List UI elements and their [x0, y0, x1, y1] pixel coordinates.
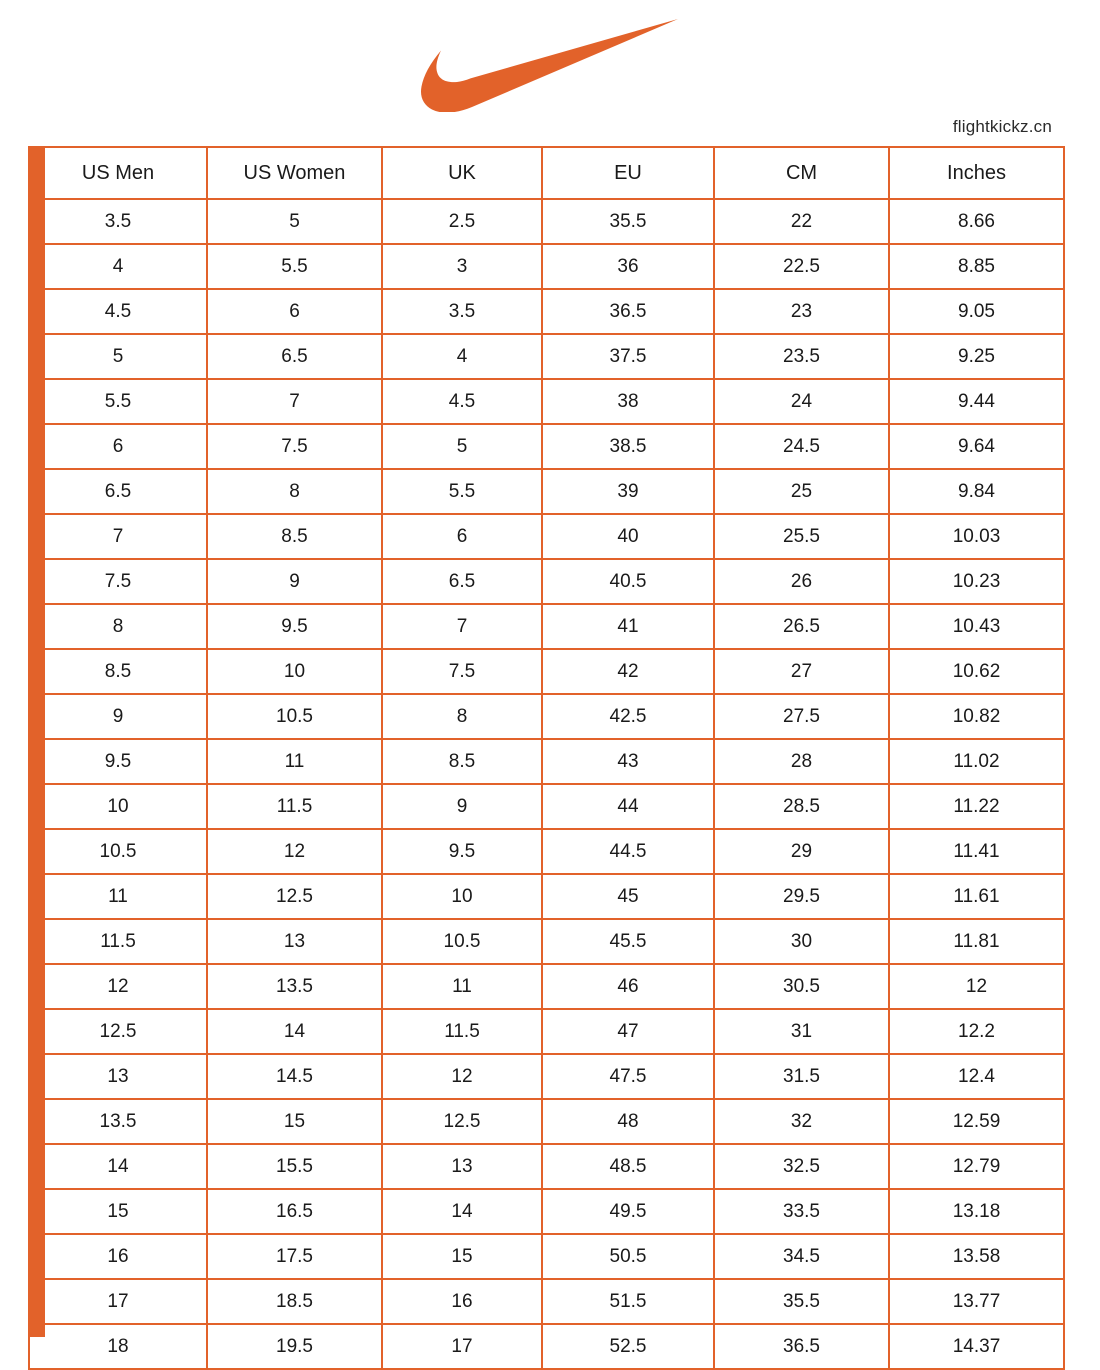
table-row [29, 334, 1064, 379]
cell-cm: 31.5 [714, 1054, 889, 1099]
cell-inches: 12.4 [889, 1054, 1064, 1099]
cell-inches: 12.2 [889, 1009, 1064, 1054]
cell-us-men: 5.5 [29, 379, 207, 424]
cell-uk: 11 [382, 964, 542, 1009]
table-row [29, 1234, 1064, 1279]
cell-eu: 35.5 [542, 199, 714, 244]
cell-uk: 11.5 [382, 1009, 542, 1054]
cell-inches: 10.43 [889, 604, 1064, 649]
cell-inches: 13.18 [889, 1189, 1064, 1234]
table-row [29, 604, 1064, 649]
cell-us-men: 10.5 [29, 829, 207, 874]
cell-eu: 37.5 [542, 334, 714, 379]
cell-eu: 42.5 [542, 694, 714, 739]
cell-uk: 8 [382, 694, 542, 739]
cell-eu: 44 [542, 784, 714, 829]
cell-us-men: 18 [29, 1324, 207, 1369]
cell-uk: 7 [382, 604, 542, 649]
cell-uk: 17 [382, 1324, 542, 1369]
cell-inches: 10.82 [889, 694, 1064, 739]
cell-cm: 26 [714, 559, 889, 604]
nike-swoosh-icon [420, 17, 680, 112]
cell-cm: 28.5 [714, 784, 889, 829]
cell-us-men: 5 [29, 334, 207, 379]
cell-uk: 6 [382, 514, 542, 559]
cell-inches: 11.61 [889, 874, 1064, 919]
cell-inches: 11.02 [889, 739, 1064, 784]
cell-inches: 11.81 [889, 919, 1064, 964]
cell-eu: 36.5 [542, 289, 714, 334]
table-row [29, 379, 1064, 424]
cell-uk: 10 [382, 874, 542, 919]
cell-inches: 12 [889, 964, 1064, 1009]
cell-inches: 8.66 [889, 199, 1064, 244]
cell-inches: 10.23 [889, 559, 1064, 604]
cell-us-women: 15.5 [207, 1144, 382, 1189]
cell-us-men: 9.5 [29, 739, 207, 784]
column-header-us-men: US Men [29, 147, 207, 199]
cell-us-men: 8.5 [29, 649, 207, 694]
cell-us-women: 18.5 [207, 1279, 382, 1324]
cell-inches: 9.25 [889, 334, 1064, 379]
cell-uk: 14 [382, 1189, 542, 1234]
table-row [29, 1054, 1064, 1099]
cell-us-women: 15 [207, 1099, 382, 1144]
cell-inches: 14.37 [889, 1324, 1064, 1369]
cell-us-women: 11.5 [207, 784, 382, 829]
brand-logo-area [0, 0, 1100, 118]
cell-us-men: 12.5 [29, 1009, 207, 1054]
cell-uk: 9.5 [382, 829, 542, 874]
table-row [29, 784, 1064, 829]
cell-inches: 12.79 [889, 1144, 1064, 1189]
cell-cm: 35.5 [714, 1279, 889, 1324]
table-row [29, 289, 1064, 334]
cell-cm: 30 [714, 919, 889, 964]
cell-uk: 12.5 [382, 1099, 542, 1144]
table-row [29, 739, 1064, 784]
table-header-row [29, 147, 1064, 199]
cell-us-men: 6 [29, 424, 207, 469]
cell-us-women: 7 [207, 379, 382, 424]
cell-inches: 10.03 [889, 514, 1064, 559]
cell-us-men: 17 [29, 1279, 207, 1324]
cell-uk: 3 [382, 244, 542, 289]
cell-eu: 38.5 [542, 424, 714, 469]
cell-uk: 2.5 [382, 199, 542, 244]
cell-uk: 9 [382, 784, 542, 829]
column-header-eu: EU [542, 147, 714, 199]
watermark-text: flightkickz.cn [952, 117, 1052, 136]
table-row [29, 1144, 1064, 1189]
table-row [29, 1009, 1064, 1054]
table-row [29, 514, 1064, 559]
table-row [29, 1189, 1064, 1234]
cell-eu: 38 [542, 379, 714, 424]
cell-eu: 45 [542, 874, 714, 919]
cell-eu: 43 [542, 739, 714, 784]
cell-us-women: 10.5 [207, 694, 382, 739]
cell-cm: 32 [714, 1099, 889, 1144]
cell-inches: 13.58 [889, 1234, 1064, 1279]
table-row [29, 694, 1064, 739]
cell-cm: 33.5 [714, 1189, 889, 1234]
cell-us-women: 8 [207, 469, 382, 514]
column-header-inches: Inches [889, 147, 1064, 199]
size-chart-table-wrap [28, 146, 1063, 1370]
cell-eu: 36 [542, 244, 714, 289]
cell-us-women: 5.5 [207, 244, 382, 289]
cell-cm: 36.5 [714, 1324, 889, 1369]
cell-us-women: 16.5 [207, 1189, 382, 1234]
cell-inches: 9.84 [889, 469, 1064, 514]
cell-cm: 25 [714, 469, 889, 514]
table-row [29, 424, 1064, 469]
cell-inches: 9.44 [889, 379, 1064, 424]
table-row [29, 829, 1064, 874]
cell-eu: 46 [542, 964, 714, 1009]
cell-cm: 23.5 [714, 334, 889, 379]
cell-uk: 16 [382, 1279, 542, 1324]
cell-us-women: 7.5 [207, 424, 382, 469]
cell-inches: 10.62 [889, 649, 1064, 694]
cell-inches: 12.59 [889, 1099, 1064, 1144]
table-row [29, 199, 1064, 244]
cell-us-men: 3.5 [29, 199, 207, 244]
cell-uk: 5 [382, 424, 542, 469]
cell-us-men: 12 [29, 964, 207, 1009]
cell-uk: 12 [382, 1054, 542, 1099]
cell-us-women: 9 [207, 559, 382, 604]
cell-eu: 39 [542, 469, 714, 514]
cell-us-women: 11 [207, 739, 382, 784]
cell-us-men: 4 [29, 244, 207, 289]
cell-us-women: 9.5 [207, 604, 382, 649]
cell-us-women: 6.5 [207, 334, 382, 379]
cell-us-women: 12 [207, 829, 382, 874]
cell-us-women: 17.5 [207, 1234, 382, 1279]
cell-eu: 50.5 [542, 1234, 714, 1279]
table-row [29, 874, 1064, 919]
cell-us-men: 4.5 [29, 289, 207, 334]
cell-eu: 40.5 [542, 559, 714, 604]
cell-cm: 24.5 [714, 424, 889, 469]
cell-us-women: 14 [207, 1009, 382, 1054]
column-header-us-women: US Women [207, 147, 382, 199]
cell-us-men: 10 [29, 784, 207, 829]
cell-cm: 22 [714, 199, 889, 244]
cell-inches: 8.85 [889, 244, 1064, 289]
cell-uk: 6.5 [382, 559, 542, 604]
cell-cm: 30.5 [714, 964, 889, 1009]
cell-us-men: 11 [29, 874, 207, 919]
cell-uk: 8.5 [382, 739, 542, 784]
table-body [29, 199, 1064, 1369]
cell-cm: 24 [714, 379, 889, 424]
cell-uk: 4 [382, 334, 542, 379]
cell-us-women: 14.5 [207, 1054, 382, 1099]
cell-uk: 3.5 [382, 289, 542, 334]
table-row [29, 1324, 1064, 1369]
cell-us-men: 13 [29, 1054, 207, 1099]
cell-eu: 51.5 [542, 1279, 714, 1324]
cell-us-women: 8.5 [207, 514, 382, 559]
table-row [29, 469, 1064, 514]
cell-eu: 47.5 [542, 1054, 714, 1099]
cell-us-men: 7.5 [29, 559, 207, 604]
cell-us-men: 9 [29, 694, 207, 739]
cell-uk: 5.5 [382, 469, 542, 514]
cell-eu: 52.5 [542, 1324, 714, 1369]
cell-us-women: 10 [207, 649, 382, 694]
column-header-cm: CM [714, 147, 889, 199]
table-row [29, 559, 1064, 604]
cell-eu: 40 [542, 514, 714, 559]
cell-cm: 23 [714, 289, 889, 334]
cell-cm: 22.5 [714, 244, 889, 289]
cell-uk: 7.5 [382, 649, 542, 694]
cell-us-women: 6 [207, 289, 382, 334]
table-row [29, 1099, 1064, 1144]
cell-us-men: 16 [29, 1234, 207, 1279]
cell-cm: 29 [714, 829, 889, 874]
cell-cm: 28 [714, 739, 889, 784]
table-header [29, 147, 1064, 199]
cell-inches: 11.41 [889, 829, 1064, 874]
cell-cm: 27.5 [714, 694, 889, 739]
cell-us-women: 5 [207, 199, 382, 244]
table-row [29, 919, 1064, 964]
size-chart-table [28, 146, 1065, 1370]
cell-us-men: 8 [29, 604, 207, 649]
cell-eu: 48.5 [542, 1144, 714, 1189]
cell-cm: 32.5 [714, 1144, 889, 1189]
column-header-uk: UK [382, 147, 542, 199]
cell-cm: 26.5 [714, 604, 889, 649]
cell-eu: 45.5 [542, 919, 714, 964]
cell-us-women: 13.5 [207, 964, 382, 1009]
cell-us-men: 6.5 [29, 469, 207, 514]
cell-cm: 34.5 [714, 1234, 889, 1279]
table-row [29, 964, 1064, 1009]
cell-us-men: 14 [29, 1144, 207, 1189]
cell-cm: 25.5 [714, 514, 889, 559]
cell-uk: 10.5 [382, 919, 542, 964]
cell-eu: 47 [542, 1009, 714, 1054]
cell-uk: 15 [382, 1234, 542, 1279]
cell-us-men: 11.5 [29, 919, 207, 964]
cell-uk: 13 [382, 1144, 542, 1189]
cell-us-women: 12.5 [207, 874, 382, 919]
cell-cm: 31 [714, 1009, 889, 1054]
cell-uk: 4.5 [382, 379, 542, 424]
cell-us-men: 15 [29, 1189, 207, 1234]
table-row [29, 244, 1064, 289]
cell-inches: 9.05 [889, 289, 1064, 334]
cell-cm: 29.5 [714, 874, 889, 919]
cell-eu: 41 [542, 604, 714, 649]
cell-eu: 42 [542, 649, 714, 694]
cell-us-men: 7 [29, 514, 207, 559]
cell-us-women: 13 [207, 919, 382, 964]
cell-eu: 44.5 [542, 829, 714, 874]
cell-cm: 27 [714, 649, 889, 694]
cell-inches: 13.77 [889, 1279, 1064, 1324]
cell-inches: 11.22 [889, 784, 1064, 829]
cell-eu: 48 [542, 1099, 714, 1144]
cell-us-women: 19.5 [207, 1324, 382, 1369]
table-row [29, 1279, 1064, 1324]
cell-eu: 49.5 [542, 1189, 714, 1234]
cell-us-men: 13.5 [29, 1099, 207, 1144]
cell-inches: 9.64 [889, 424, 1064, 469]
table-row [29, 649, 1064, 694]
